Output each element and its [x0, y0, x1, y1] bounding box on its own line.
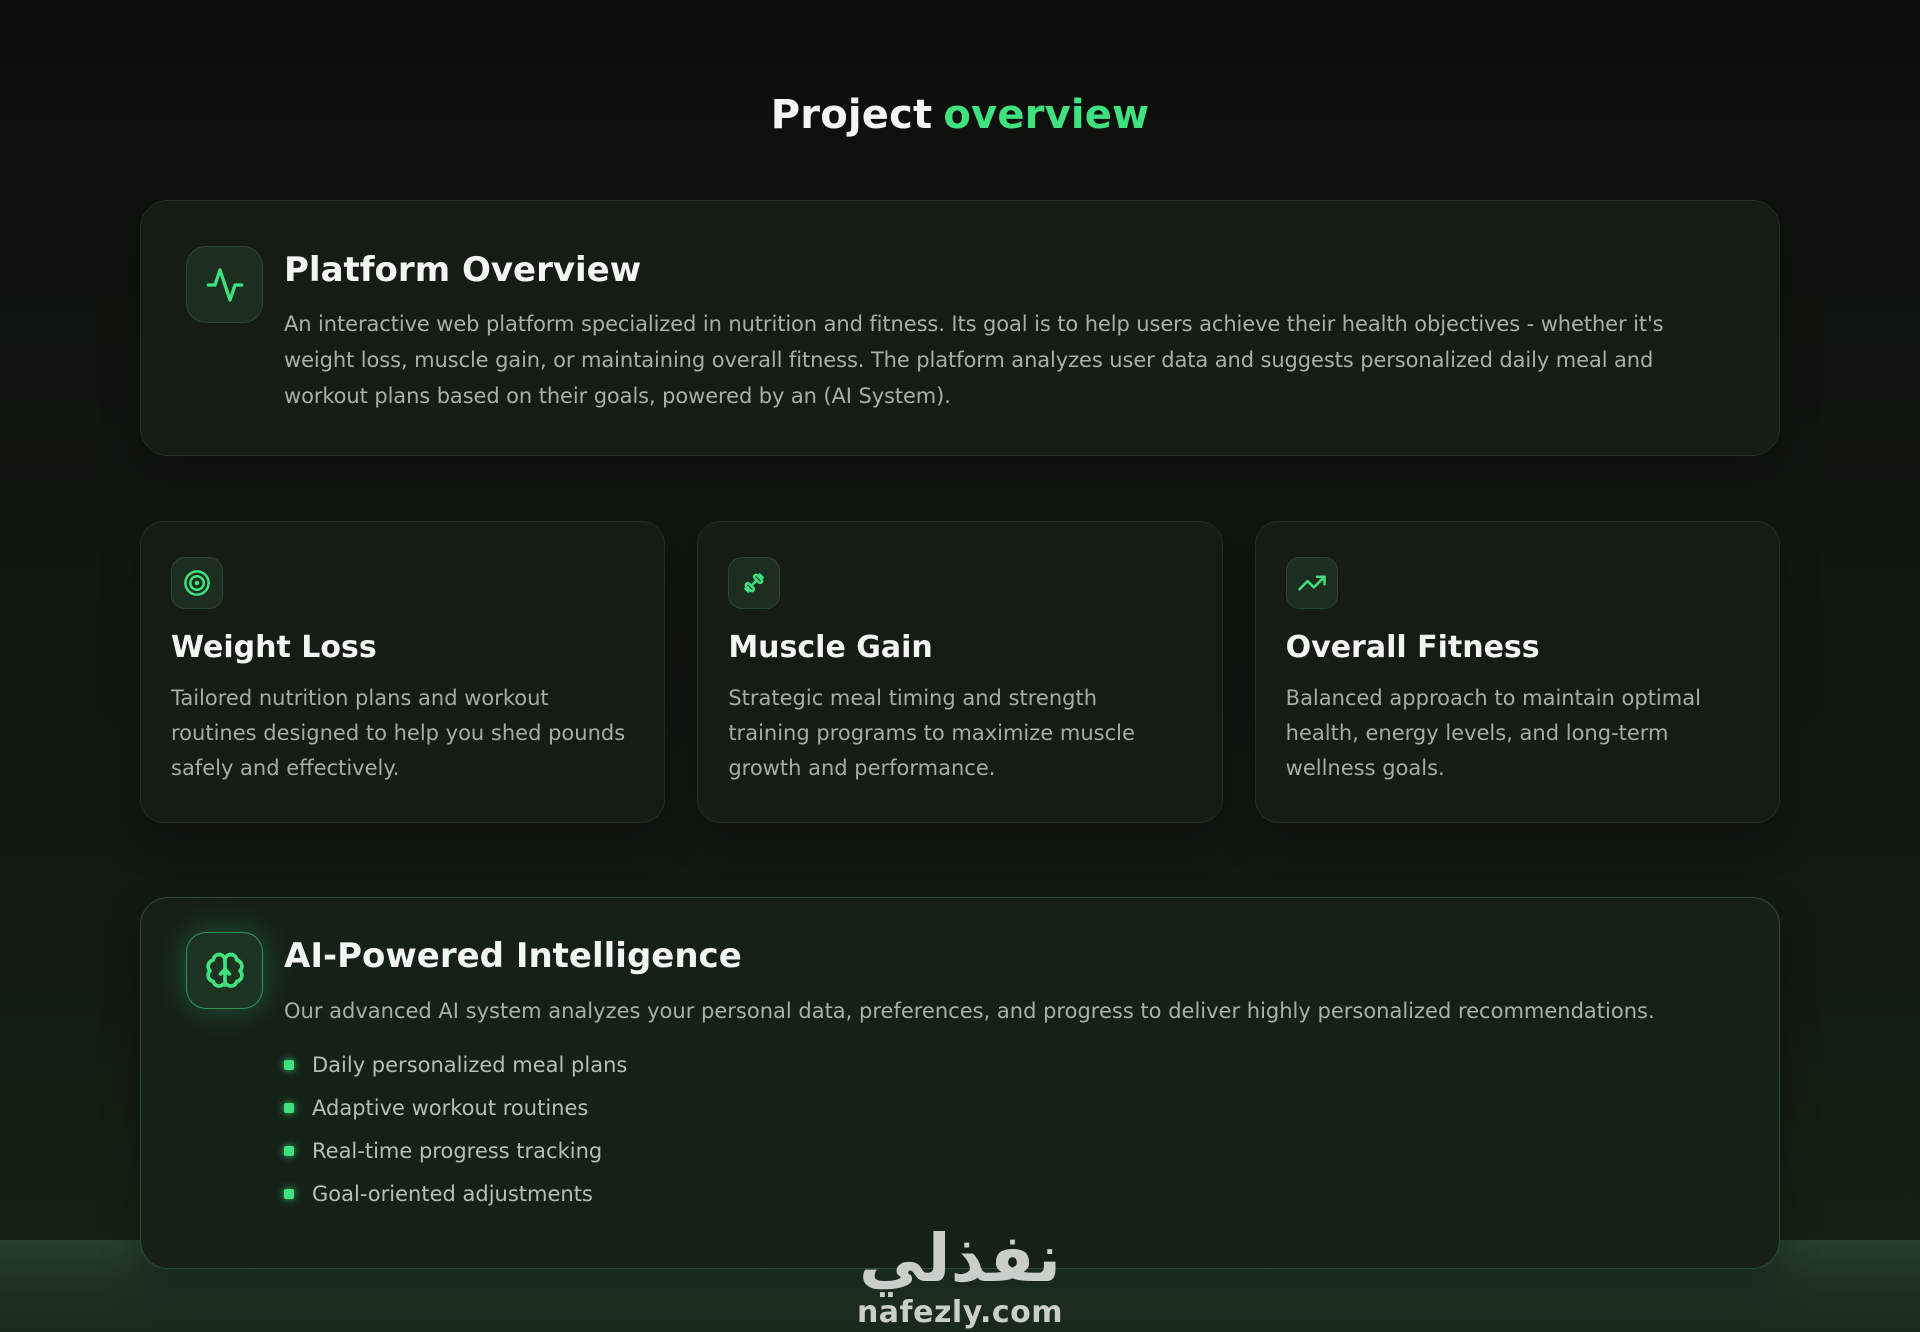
ai-feature-label: Adaptive workout routines	[312, 1096, 589, 1120]
goal-card-title: Muscle Gain	[728, 630, 933, 665]
ai-feature-list	[284, 1050, 1733, 1209]
goal-card-description: Balanced approach to maintain optimal health, energy levels, and long-term wellness goals.	[1285, 686, 1701, 780]
nafezly-domain-text: nafezly.com	[856, 1295, 1064, 1330]
page-title	[140, 0, 1780, 138]
bullet-square-icon	[284, 1189, 294, 1199]
ai-intelligence-card	[140, 897, 1780, 1269]
goal-card-description: Tailored nutrition plans and workout routines designed to help you shed pounds safely and effectively.	[171, 686, 626, 780]
platform-overview-description: An interactive web platform specialized in nutrition and fitness. Its goal is to help users achieve their health objectives - whether it's weight loss, muscle gain, or maintaining overall fitness. The platform analyzes user data and suggests personalized daily meal and workout plans based on their goals, powered by an (AI System).	[284, 312, 1664, 408]
goal-card-muscle-gain	[697, 521, 1222, 823]
bullet-square-icon	[284, 1103, 294, 1113]
page-container	[140, 0, 1780, 1269]
platform-overview-title: Platform Overview	[284, 250, 642, 290]
nafezly-arabic-logo: نفذلي	[859, 1219, 1061, 1297]
activity-icon	[186, 246, 263, 323]
dumbbell-icon	[728, 557, 780, 609]
ai-feature-item	[284, 1050, 1733, 1080]
page-title-main: Project	[770, 92, 933, 138]
ai-feature-item	[284, 1093, 1733, 1123]
ai-feature-item	[284, 1136, 1733, 1166]
trending-up-icon	[1286, 557, 1338, 609]
goal-card-weight-loss	[140, 521, 665, 823]
ai-feature-label: Goal-oriented adjustments	[312, 1182, 593, 1206]
goal-card-overall-fitness	[1255, 521, 1780, 823]
page-title-accent: overview	[943, 92, 1150, 138]
target-icon	[171, 557, 223, 609]
platform-overview-content	[284, 246, 1733, 414]
brain-icon	[186, 932, 263, 1009]
goal-card-title: Overall Fitness	[1285, 630, 1540, 665]
bullet-square-icon	[284, 1060, 294, 1070]
goal-cards-row	[140, 521, 1780, 823]
bullet-square-icon	[284, 1146, 294, 1156]
ai-intelligence-content	[284, 932, 1733, 1222]
goal-card-description: Strategic meal timing and strength training programs to maximize muscle growth and performance.	[728, 686, 1135, 780]
ai-feature-item	[284, 1179, 1733, 1209]
ai-intelligence-title: AI-Powered Intelligence	[284, 936, 742, 976]
platform-overview-card	[140, 200, 1780, 456]
ai-feature-label: Daily personalized meal plans	[312, 1053, 628, 1077]
ai-feature-label: Real-time progress tracking	[312, 1139, 603, 1163]
goal-card-title: Weight Loss	[171, 630, 377, 665]
ai-intelligence-description: Our advanced AI system analyzes your personal data, preferences, and progress to deliver highly personalized recommendations.	[284, 999, 1655, 1023]
nafezly-watermark	[856, 1219, 1064, 1330]
